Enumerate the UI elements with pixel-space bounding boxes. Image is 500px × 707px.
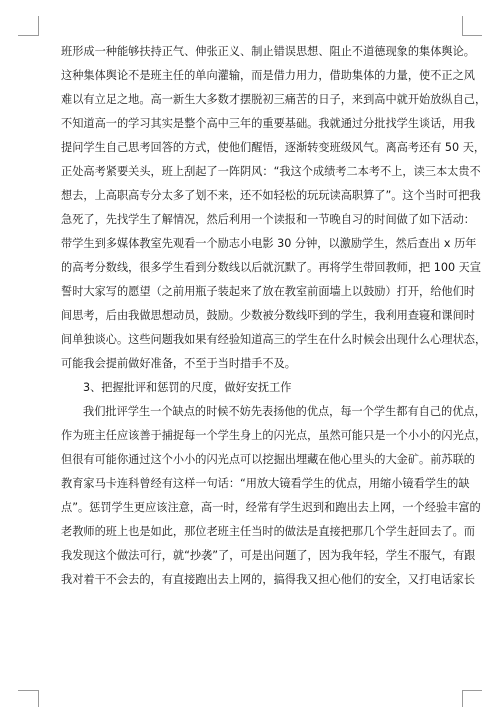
text-line: 点”。惩罚学生更应该注意，高一时，经常有学生迟到和跑出去上网，一个经验丰富的: [61, 501, 481, 514]
text-line: 间思考，后由我做思想动员，鼓励。少数被分数线吓到的学生，我利用查寝和课间时: [61, 309, 475, 322]
text-line: 誓时大家写的愿望（之前用瓶子装起来了放在教室前面墙上以鼓励）打开，给他们时: [61, 285, 475, 298]
text-line: 但很有可能你通过这个小小的闪光点可以挖掘出埋藏在他心里头的大金矿。前苏联的: [61, 453, 475, 466]
text-line: 提问学生自己思考回答的方式，使他们醒悟，逐渐转变班级风气。离高考还有 50 天，: [61, 141, 486, 154]
text-line: 想去，上高职高专分太多了划不来，还不如轻松的玩玩读高职算了”。这个当时可把我: [61, 189, 481, 202]
text-line: 作为班主任应该善于捕捉每一个学生身上的闪光点，虽然可能只是一个小小的闪光点，: [61, 429, 487, 442]
text-line: 老教师的班上也是如此，那位老班主任当时的做法是直接把那几个学生赶回去了。而: [61, 525, 475, 538]
text-line: 我们批评学生一个缺点的时候不妨先表扬他的优点，每一个学生都有自己的优点，: [83, 405, 486, 418]
text-line: 的高考分数线，很多学生看到分数线以后就沉默了。再将学生带回教师，把 100 天宣: [61, 261, 482, 274]
text-line: 急死了，先找学生了解情况，然后利用一个读报和一节晚自习的时间做了如下活动：: [61, 213, 475, 226]
text-line: 教育家马卡连科曾经有这样一句话：“用放大镜看学生的优点，用缩小镜看学生的缺: [61, 477, 470, 490]
text-line: 可能我会提前做好准备，不至于当时措手不及。: [61, 357, 296, 370]
text-line: 这种集体舆论不是班主任的单向灌输，而是借力用力，借助集体的力量，使不正之风: [61, 69, 475, 82]
text-line: 带学生到多媒体教室先观看一个励志小电影 30 分钟，以激励学生，然后查出 x 历年: [61, 237, 477, 250]
text-line: 正处高考紧要关头，班上刮起了一阵阴风：“我这个成绩考二本考不上，读三本太贵不: [61, 165, 481, 178]
text-line: 间单独谈心。这些问题我如果有经验知道高三的学生在什么时候会出现什么心理状态，: [61, 333, 487, 346]
text-line: 难以有立足之地。高一新生大多数才摆脱初三痛苦的日子，来到高中就开始放纵自己，: [61, 93, 487, 106]
text-line: 我对着干不会去的，有直接跑出去上网的，搞得我又担心他们的安全，又打电话家长: [61, 573, 475, 586]
text-line: 班形成一种能够扶持正气、伸张正义、制止错误思想、阻止不道德现象的集体舆论。: [61, 45, 475, 58]
text-line: 我发现这个做法可行，就“抄袭”了，可是出问题了，因为我年轻，学生不服气，有跟: [61, 549, 476, 562]
text-line: 不知道高一的学习其实是整个高中三年的重要基础。我就通过分批找学生谈话，用我: [61, 117, 475, 130]
section-heading: 3、把握批评和惩罚的尺度，做好安抚工作: [83, 381, 292, 394]
